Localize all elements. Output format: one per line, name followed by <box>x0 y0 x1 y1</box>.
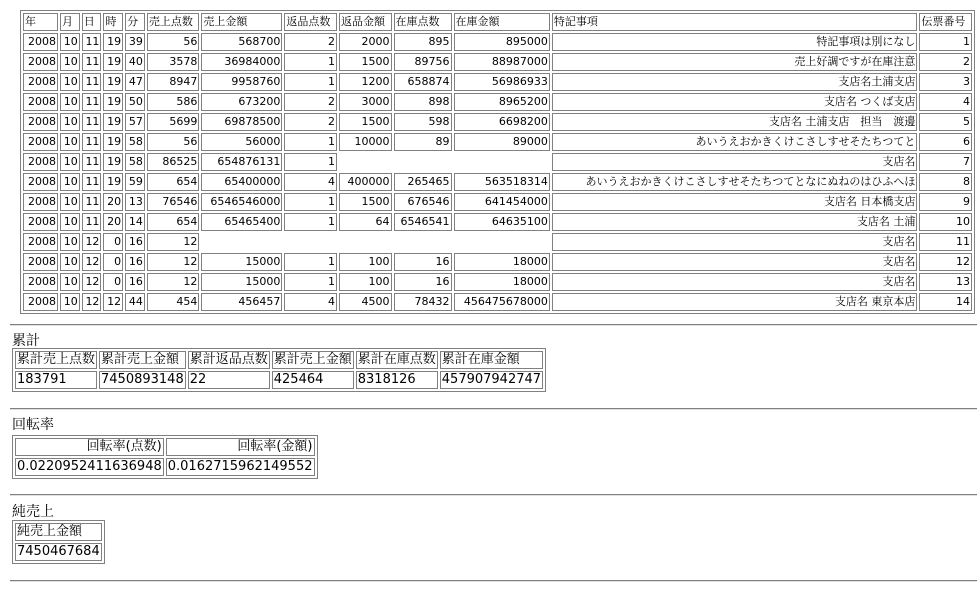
table-cell <box>284 233 337 251</box>
table-cell: 586 <box>147 93 200 111</box>
table-cell: 4 <box>284 293 337 311</box>
table-cell: 11 <box>82 173 102 191</box>
table-cell: 19 <box>103 73 123 91</box>
table-cell: 18000 <box>454 253 550 271</box>
table-cell: 13 <box>125 193 145 211</box>
table-cell: 11 <box>82 93 102 111</box>
table-cell: 44 <box>125 293 145 311</box>
table-cell: 4 <box>284 173 337 191</box>
table-cell: 19 <box>103 33 123 51</box>
table-cell: 58 <box>125 133 145 151</box>
table-row <box>23 253 972 271</box>
table-cell: 0 <box>103 233 123 251</box>
table-row <box>23 213 972 231</box>
table-cell: 15000 <box>201 253 282 271</box>
table-cell: 1 <box>284 153 337 171</box>
table-cell: 支店名 土浦 <box>552 213 918 231</box>
table-cell: 2008 <box>23 253 58 271</box>
table-cell: 598 <box>394 113 452 131</box>
table-cell: 65400000 <box>201 173 282 191</box>
table-cell: 10 <box>60 293 80 311</box>
table-cell: 11 <box>82 193 102 211</box>
divider-4 <box>10 580 977 582</box>
table-cell: 641454000 <box>454 193 550 211</box>
table-cell: 89 <box>394 133 452 151</box>
table-cell: 18000 <box>454 273 550 291</box>
table-cell: 11 <box>82 53 102 71</box>
table-cell: 10 <box>60 253 80 271</box>
table-row <box>23 93 972 111</box>
sales-table-header-row <box>23 13 972 31</box>
table-cell: 3000 <box>339 93 392 111</box>
table-cell: 支店名 <box>552 233 918 251</box>
table-cell: 10000 <box>339 133 392 151</box>
table-cell: 47 <box>125 73 145 91</box>
table-cell: 78432 <box>394 293 452 311</box>
table-cell: 658874 <box>394 73 452 91</box>
table-cell: 9 <box>919 193 972 211</box>
table-cell: 89756 <box>394 53 452 71</box>
table-cell: 12 <box>82 293 102 311</box>
table-row <box>23 193 972 211</box>
table-cell: 2008 <box>23 33 58 51</box>
table-cell: 12 <box>82 253 102 271</box>
table-cell <box>339 233 392 251</box>
turnover-title: 回転率 <box>12 417 54 433</box>
table-cell: 11 <box>82 133 102 151</box>
turnover-header: 回転率(金額) <box>166 438 315 456</box>
table-cell: 2 <box>284 33 337 51</box>
table-cell: 89000 <box>454 133 550 151</box>
table-cell: 2008 <box>23 133 58 151</box>
table-cell: 3578 <box>147 53 200 71</box>
table-cell: 11 <box>82 213 102 231</box>
table-cell: 654 <box>147 173 200 191</box>
table-cell: 8947 <box>147 73 200 91</box>
table-cell: 2008 <box>23 193 58 211</box>
table-cell: 10 <box>60 53 80 71</box>
net-sales-value: 7450467684 <box>17 544 100 559</box>
table-cell: 1200 <box>339 73 392 91</box>
column-header: 時 <box>103 13 123 31</box>
cumulative-header: 累計売上点数 <box>17 352 96 367</box>
table-cell: 1 <box>284 193 337 211</box>
table-cell: 支店名 東京本店 <box>552 293 918 311</box>
table-cell: 1 <box>284 213 337 231</box>
table-cell: 10 <box>60 73 80 91</box>
table-row <box>23 53 972 71</box>
table-cell: 57 <box>125 113 145 131</box>
table-cell: 64635100 <box>454 213 550 231</box>
table-cell: 0 <box>103 273 123 291</box>
table-cell: 568700 <box>201 33 282 51</box>
cumulative-header: 累計返品点数 <box>189 352 268 367</box>
net-sales-table <box>12 520 105 564</box>
turnover-header-row <box>15 438 315 456</box>
table-cell: 4500 <box>339 293 392 311</box>
table-cell: 563518314 <box>454 173 550 191</box>
table-cell: 6 <box>919 133 972 151</box>
table-cell: あいうえおかきくけこさしすせそたちつてと <box>552 133 918 151</box>
sales-table <box>20 10 975 314</box>
column-header: 月 <box>60 13 80 31</box>
table-cell: 11 <box>82 113 102 131</box>
table-cell <box>394 153 452 171</box>
table-cell: 69878500 <box>201 113 282 131</box>
table-cell: 2008 <box>23 93 58 111</box>
table-cell: 100 <box>339 253 392 271</box>
table-cell: 1500 <box>339 53 392 71</box>
cumulative-header: 累計在庫点数 <box>357 352 436 367</box>
table-cell: 14 <box>919 293 972 311</box>
table-cell: 支店名土浦支店 <box>552 73 918 91</box>
table-cell: 19 <box>103 153 123 171</box>
cumulative-value: 22 <box>188 371 270 389</box>
cumulative-value: 183791 <box>15 371 97 389</box>
column-header: 分 <box>125 13 145 31</box>
turnover-value: 0.0220952411636948 <box>17 459 162 474</box>
table-row <box>23 293 972 311</box>
table-cell: 19 <box>103 133 123 151</box>
table-cell: 16 <box>394 273 452 291</box>
table-cell: 654876131 <box>201 153 282 171</box>
table-row <box>23 133 972 151</box>
cumulative-header: 累計売上金額 <box>273 352 352 367</box>
table-cell: 6698200 <box>454 113 550 131</box>
table-cell: 19 <box>103 53 123 71</box>
table-cell: 5 <box>919 113 972 131</box>
table-cell: 12 <box>82 273 102 291</box>
table-cell: 2008 <box>23 73 58 91</box>
table-cell: 20 <box>103 193 123 211</box>
table-cell: 支店名 <box>552 153 918 171</box>
table-cell: 895000 <box>454 33 550 51</box>
table-row <box>23 153 972 171</box>
turnover-value: 0.0162715962149552 <box>167 459 313 474</box>
divider-3 <box>10 494 977 496</box>
table-cell: 支店名 <box>552 273 918 291</box>
table-cell: 12 <box>147 273 200 291</box>
table-cell: 2008 <box>23 53 58 71</box>
column-header: 伝票番号 <box>919 13 972 31</box>
table-cell: 支店名 <box>552 253 918 271</box>
table-cell: 58 <box>125 153 145 171</box>
table-cell: 2008 <box>23 213 58 231</box>
table-cell: 456457 <box>201 293 282 311</box>
turnover-table <box>12 435 318 479</box>
table-cell: 654 <box>147 213 200 231</box>
table-cell: 2008 <box>23 293 58 311</box>
table-cell: 76546 <box>147 193 200 211</box>
table-cell: 3 <box>919 73 972 91</box>
table-cell: 40 <box>125 53 145 71</box>
table-cell: 898 <box>394 93 452 111</box>
table-cell: 10 <box>60 233 80 251</box>
cumulative-value: 425464 <box>272 371 354 389</box>
table-cell: 13 <box>919 273 972 291</box>
table-cell: 1500 <box>339 113 392 131</box>
table-cell: 支店名 日本橋支店 <box>552 193 918 211</box>
table-row <box>23 273 972 291</box>
table-cell: 10 <box>60 193 80 211</box>
table-cell: 10 <box>60 173 80 191</box>
table-cell: 2 <box>284 93 337 111</box>
table-cell: 12 <box>82 233 102 251</box>
table-row <box>23 33 972 51</box>
table-cell: 65465400 <box>201 213 282 231</box>
table-cell: 9958760 <box>201 73 282 91</box>
table-cell: 676546 <box>394 193 452 211</box>
cumulative-table <box>12 348 546 392</box>
table-cell: 1 <box>284 73 337 91</box>
table-cell: 11 <box>919 233 972 251</box>
table-cell: 6546546000 <box>201 193 282 211</box>
table-cell: 16 <box>125 233 145 251</box>
table-cell: 12 <box>147 253 200 271</box>
table-cell: 6546541 <box>394 213 452 231</box>
cumulative-value: 8318126 <box>356 371 438 389</box>
table-cell: 39 <box>125 33 145 51</box>
table-cell: 56986933 <box>454 73 550 91</box>
column-header: 売上金額 <box>201 13 282 31</box>
table-cell: 売上好調ですが在庫注意 <box>552 53 918 71</box>
table-cell: 5699 <box>147 113 200 131</box>
table-cell: 4 <box>919 93 972 111</box>
cumulative-value: 457907942747 <box>441 372 542 387</box>
column-header: 日 <box>82 13 102 31</box>
divider-1 <box>10 324 977 326</box>
table-cell: 15000 <box>201 273 282 291</box>
table-cell: 2 <box>284 113 337 131</box>
table-cell: 8 <box>919 173 972 191</box>
table-cell: 2008 <box>23 153 58 171</box>
cumulative-header: 累計売上金額 <box>99 351 186 369</box>
table-cell: 11 <box>82 33 102 51</box>
table-cell: 10 <box>60 33 80 51</box>
table-cell: 100 <box>339 273 392 291</box>
net-sales-title: 純売上 <box>12 504 54 520</box>
sales-table-body <box>23 33 972 311</box>
column-header: 年 <box>23 13 58 31</box>
table-cell: 56000 <box>201 133 282 151</box>
column-header: 返品金額 <box>339 13 392 31</box>
table-cell: 2008 <box>23 113 58 131</box>
column-header: 在庫点数 <box>394 13 452 31</box>
table-cell: あいうえおかきくけこさしすせそたちつてとなにぬねのはひふへほ <box>552 173 918 191</box>
table-cell: 20 <box>103 213 123 231</box>
table-cell: 12 <box>103 293 123 311</box>
table-cell: 2008 <box>23 173 58 191</box>
table-cell: 265465 <box>394 173 452 191</box>
column-header: 特記事項 <box>552 13 918 31</box>
cumulative-value-row <box>15 371 543 389</box>
table-cell: 12 <box>147 233 200 251</box>
table-cell: 36984000 <box>201 53 282 71</box>
table-cell: 10 <box>60 153 80 171</box>
table-cell: 19 <box>103 173 123 191</box>
table-cell: 7 <box>919 153 972 171</box>
table-cell: 16 <box>394 253 452 271</box>
cumulative-header-row <box>15 351 543 369</box>
table-cell: 895 <box>394 33 452 51</box>
table-cell: 特記事項は別になし <box>552 33 918 51</box>
table-cell: 56 <box>147 33 200 51</box>
turnover-header: 回転率(点数) <box>15 438 164 456</box>
table-cell: 2008 <box>23 273 58 291</box>
table-row <box>23 73 972 91</box>
table-cell: 11 <box>82 73 102 91</box>
table-cell: 14 <box>125 213 145 231</box>
table-cell <box>394 233 452 251</box>
column-header: 在庫金額 <box>454 13 550 31</box>
table-cell: 19 <box>103 113 123 131</box>
table-row <box>23 113 972 131</box>
table-cell: 1 <box>284 253 337 271</box>
cumulative-header: 累計在庫金額 <box>440 351 543 369</box>
table-cell <box>454 233 550 251</box>
table-cell: 11 <box>82 153 102 171</box>
table-cell: 1 <box>919 33 972 51</box>
table-cell: 12 <box>919 253 972 271</box>
table-cell: 1 <box>284 53 337 71</box>
table-cell: 2 <box>919 53 972 71</box>
table-cell: 16 <box>125 273 145 291</box>
table-cell: 10 <box>60 113 80 131</box>
table-cell <box>454 153 550 171</box>
table-cell: 10 <box>60 133 80 151</box>
turnover-value-row <box>15 458 315 476</box>
table-cell: 支店名 つくば支店 <box>552 93 918 111</box>
table-cell: 88987000 <box>454 53 550 71</box>
table-row <box>23 173 972 191</box>
table-cell: 0 <box>103 253 123 271</box>
table-cell: 2000 <box>339 33 392 51</box>
table-cell: 10 <box>60 273 80 291</box>
table-cell: 10 <box>60 93 80 111</box>
table-cell: 1 <box>284 133 337 151</box>
divider-2 <box>10 408 977 410</box>
cumulative-title: 累計 <box>12 333 40 349</box>
table-cell <box>339 153 392 171</box>
table-cell: 56 <box>147 133 200 151</box>
table-cell: 支店名 土浦支店 担当 渡邊 <box>552 113 918 131</box>
table-cell: 400000 <box>339 173 392 191</box>
net-sales-value-row <box>15 543 102 561</box>
column-header: 売上点数 <box>147 13 200 31</box>
table-cell: 59 <box>125 173 145 191</box>
table-cell: 1 <box>284 273 337 291</box>
table-cell: 10 <box>919 213 972 231</box>
net-sales-header-row <box>15 523 102 541</box>
table-cell: 86525 <box>147 153 200 171</box>
table-cell: 64 <box>339 213 392 231</box>
table-row <box>23 233 972 251</box>
table-cell: 1500 <box>339 193 392 211</box>
column-header: 返品点数 <box>284 13 337 31</box>
table-cell: 50 <box>125 93 145 111</box>
table-cell: 8965200 <box>454 93 550 111</box>
table-cell: 10 <box>60 213 80 231</box>
table-cell <box>201 233 282 251</box>
cumulative-value: 7450893148 <box>101 372 184 387</box>
net-sales-header: 純売上金額 <box>15 523 102 541</box>
table-cell: 16 <box>125 253 145 271</box>
table-cell: 19 <box>103 93 123 111</box>
table-cell: 2008 <box>23 233 58 251</box>
table-cell: 456475678000 <box>454 293 550 311</box>
table-cell: 673200 <box>201 93 282 111</box>
table-cell: 454 <box>147 293 200 311</box>
